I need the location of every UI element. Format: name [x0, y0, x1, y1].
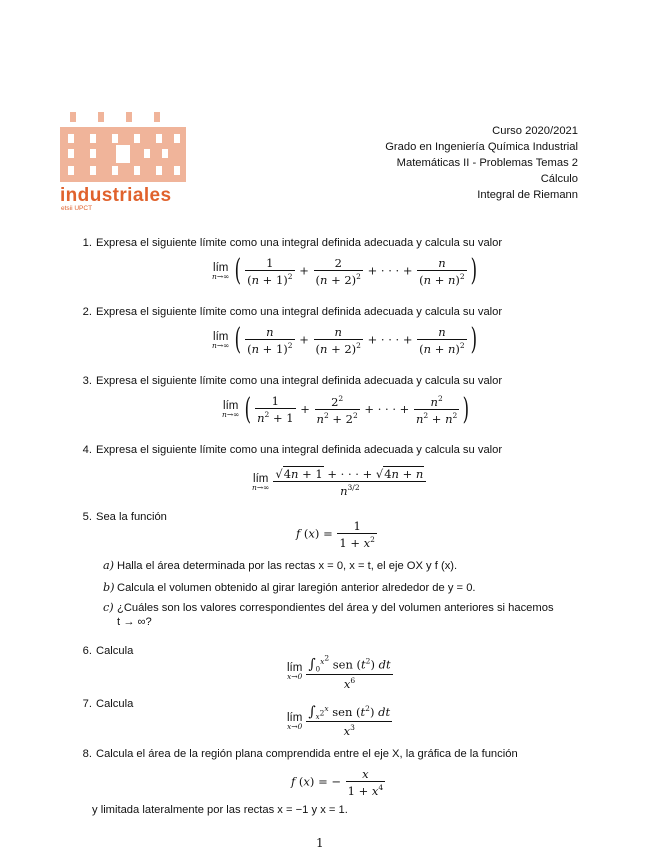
subject-name: Matemáticas II - Problemas Temas 2	[396, 157, 578, 169]
page-number: 1	[316, 836, 324, 850]
topic-name: Cálculo	[540, 173, 578, 185]
problem-text: Expresa el siguiente límite como una integral definida adecuada y calcula su valor	[96, 444, 503, 456]
problem-text: Calcula	[96, 645, 134, 657]
problem-number: 7.	[82, 698, 92, 710]
course-year: Curso 2020/2021	[492, 125, 578, 137]
problem-number: 6.	[82, 645, 92, 657]
problem-5	[76, 511, 167, 523]
problem-2	[76, 306, 502, 318]
school-logo	[60, 112, 190, 216]
logo-wordmark: industriales	[60, 185, 172, 206]
problem-7	[76, 698, 133, 710]
formula-3: lím n→∞ ( $\frac{1}{n^2 + 1}$ + $\frac{2^2}{n^2 + 2^2}$ + · · · + $\frac{n^2}{n^2 + n^2}$ )	[222, 391, 470, 427]
subitem-a: a) Halla el área determinada por las rectas x = 0, x = t, el eje OX y f (x).	[103, 559, 458, 572]
problem-number: 1.	[82, 237, 92, 249]
formula-1: lím n→∞ ( $\frac{1}{(n + 1)^2}$ + $\frac{2}{(n + 2)^2}$ + · · · + $\frac{n}{(n + n)^2}$ )	[212, 253, 477, 289]
problem-number: 8.	[82, 748, 92, 760]
formula-2: lím n→∞ ( $\frac{n}{(n + 1)^2}$ + $\frac{n}{(n + 2)^2}$ + · · · + $\frac{n}{(n + n)^2}$ )	[212, 322, 477, 358]
formula-7: lím x→0 $\frac{\int_{x^2}^x sen (t^2) dt}{x^3}$	[287, 704, 391, 739]
problem-number: 2.	[82, 306, 92, 318]
formula-8: f (x) = − $\frac{x}{1 + x^4}$	[291, 767, 384, 798]
building-icon	[60, 112, 188, 182]
subitem-b: b) Calcula el volumen obtenido al girar laregión anterior alrededor de y = 0.	[103, 581, 476, 594]
subitem-c: c) ¿Cuáles son los valores correspondientes del área y del volumen anteriores si hacemos	[103, 601, 554, 614]
logo-subtitle: etsii UPCT	[61, 205, 93, 212]
problem-6	[76, 645, 133, 657]
subitem-c-cont: t → ∞?	[117, 616, 152, 628]
formula-4: lím n→∞ $\frac{√4n + 1 + \cdot \cdot \cdot + √4n + n}{n^{3/2}}$	[252, 467, 427, 498]
problem-8-tail: y limitada lateralmente por las rectas x = −1 y x = 1.	[92, 804, 348, 816]
problem-text: Calcula	[96, 698, 134, 710]
problem-text: Expresa el siguiente límite como una integral definida adecuada y calcula su valor	[96, 306, 503, 318]
formula-5: f (x) = $\frac{1}{1 + x^2}$	[296, 519, 375, 550]
problem-text: Expresa el siguiente límite como una integral definida adecuada y calcula su valor	[96, 375, 503, 387]
problem-4	[76, 444, 502, 456]
problem-3	[76, 375, 502, 387]
subtopic-name: Integral de Riemann	[477, 189, 578, 201]
degree-name: Grado en Ingeniería Química Industrial	[385, 141, 578, 153]
problem-8	[76, 748, 518, 760]
formula-6: lím x→0 $\frac{\int_0^{x^2} sen (t^2) dt}{x^6}$	[287, 653, 391, 691]
problem-number: 4.	[82, 444, 92, 456]
problem-1	[76, 237, 502, 249]
problem-text: Sea la función	[96, 511, 167, 523]
problem-number: 3.	[82, 375, 92, 387]
problem-text: Expresa el siguiente límite como una integral definida adecuada y calcula su valor	[96, 237, 503, 249]
problem-text: Calcula el área de la región plana comprendida entre el eje X, la gráfica de la función	[96, 748, 518, 760]
problem-number: 5.	[82, 511, 92, 523]
